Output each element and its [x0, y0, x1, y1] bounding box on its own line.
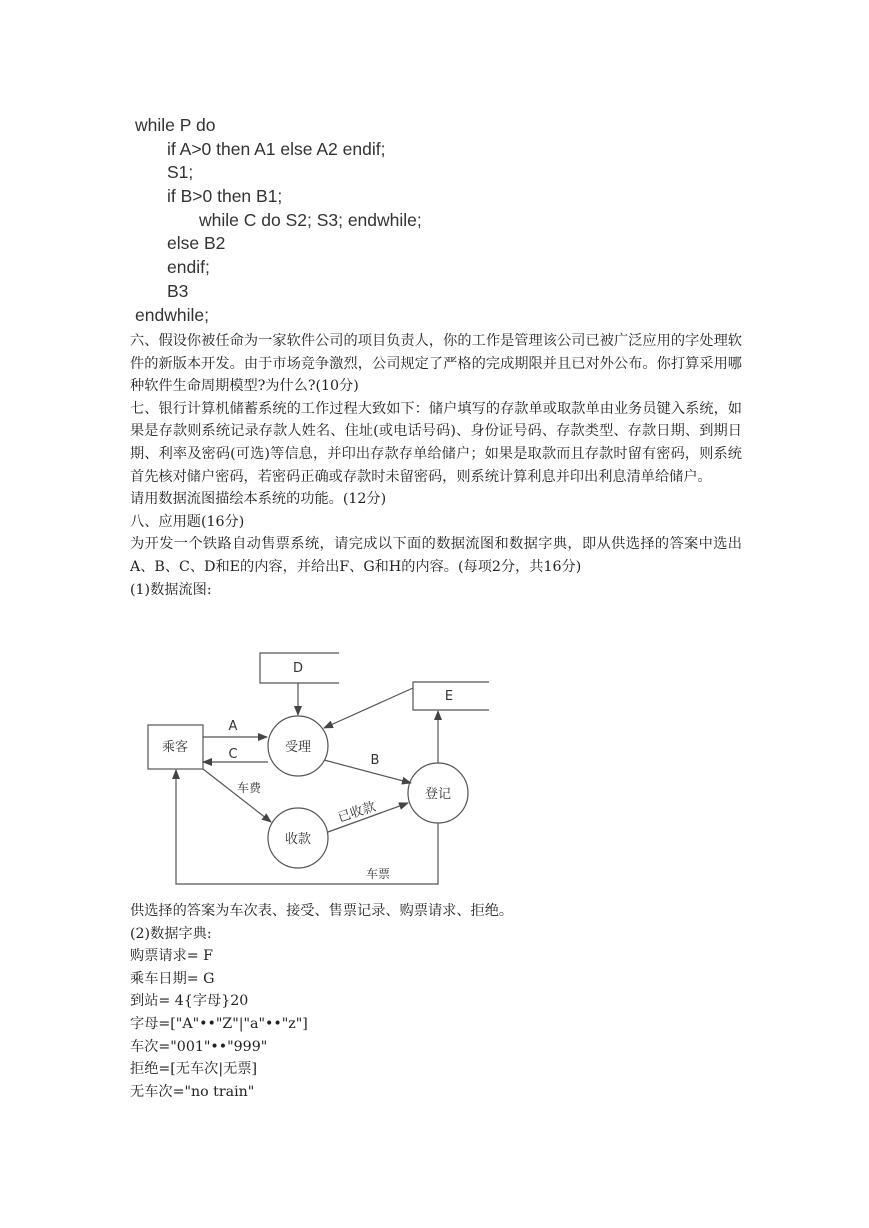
- dictionary-entry: 车次="001"••"999": [130, 1038, 268, 1055]
- dictionary-entry: 拒绝=[无车次|无票]: [130, 1061, 258, 1078]
- dataflow-diagram: [140, 645, 500, 895]
- dictionary-entry: 到站= 4{字母}20: [130, 993, 249, 1010]
- answer-choices: 供选择的答案为车次表、接受、售票记录、购票请求、拒绝。: [130, 903, 514, 919]
- code-line: while P do: [135, 115, 216, 135]
- code-line: endwhile;: [135, 304, 209, 325]
- register-label: 登记: [424, 787, 452, 802]
- question-8-title: 八、应用题(16分): [130, 513, 245, 530]
- code-line: endif;: [167, 257, 210, 278]
- collect-label: 收款: [284, 832, 312, 847]
- code-line: S1;: [167, 162, 194, 183]
- dictionary-entry: 购票请求= F: [130, 948, 213, 965]
- code-line: else B2: [167, 233, 226, 254]
- flow-e-to-accept: [324, 688, 413, 728]
- store-d-label: D: [292, 661, 304, 676]
- paid-label: 已收款: [336, 799, 378, 826]
- dictionary-section: [130, 900, 742, 1103]
- question-7: 七、银行计算机储蓄系统的工作过程大致如下：储户填写的存款单或取款单由业务员键入系统，如果是存款则系统记录存款人姓名、住址(或电话号码)、身份证号码、存款类型、存款日期、到期日期、利率及密码(可选)等信息，并印出存款存单给储户；如果是取款而且存款时留有密码，则系统首先核对储户密码，若密码正确或存款时未留密码，则系统计算利息并印出利息清单给储户。: [130, 400, 742, 485]
- flow-a-label: A: [228, 719, 238, 734]
- code-line: if B>0 then B1;: [167, 186, 283, 207]
- questions-section: [130, 330, 742, 601]
- question-8-body: 为开发一个铁路自动售票系统，请完成以下面的数据流图和数据字典，即从供选择的答案中选出A、B、C、D和E的内容，并给出F、G和H的内容。(每项2分，共16分): [130, 536, 742, 575]
- flow-fare: [203, 769, 271, 822]
- code-line: if A>0 then A1 else A2 endif;: [167, 138, 386, 159]
- passenger-label: 乘客: [161, 740, 189, 755]
- flow-c-label: C: [228, 747, 238, 762]
- ticket-label: 车票: [365, 867, 391, 881]
- store-e-label: E: [444, 689, 454, 704]
- code-line: B3: [167, 280, 189, 301]
- dictionary-title: (2)数据字典:: [130, 925, 212, 942]
- flow-b: [324, 760, 411, 783]
- code-line: while C do S2; S3; endwhile;: [199, 209, 422, 230]
- dataflow-subheading: (1)数据流图:: [130, 581, 212, 598]
- code-block: [135, 114, 422, 327]
- fare-label: 车费: [236, 781, 262, 795]
- dictionary-entry: 字母=["A"••"Z"|"a"••"z"]: [130, 1015, 308, 1032]
- question-7-ask: 请用数据流图描绘本系统的功能。(12分): [130, 491, 387, 508]
- question-6: 六、假设你被任命为一家软件公司的项目负责人，你的工作是管理该公司已被广泛应用的字处理软件的新版本开发。由于市场竞争激烈，公司规定了严格的完成期限并且已对外公布。你打算采用哪种软件生命周期模型?为什么?(10分): [130, 333, 742, 395]
- accept-label: 受理: [284, 740, 312, 755]
- dictionary-entry: 无车次="no train": [130, 1083, 255, 1100]
- flow-b-label: B: [370, 753, 380, 768]
- dictionary-entry: 乘车日期= G: [130, 970, 215, 987]
